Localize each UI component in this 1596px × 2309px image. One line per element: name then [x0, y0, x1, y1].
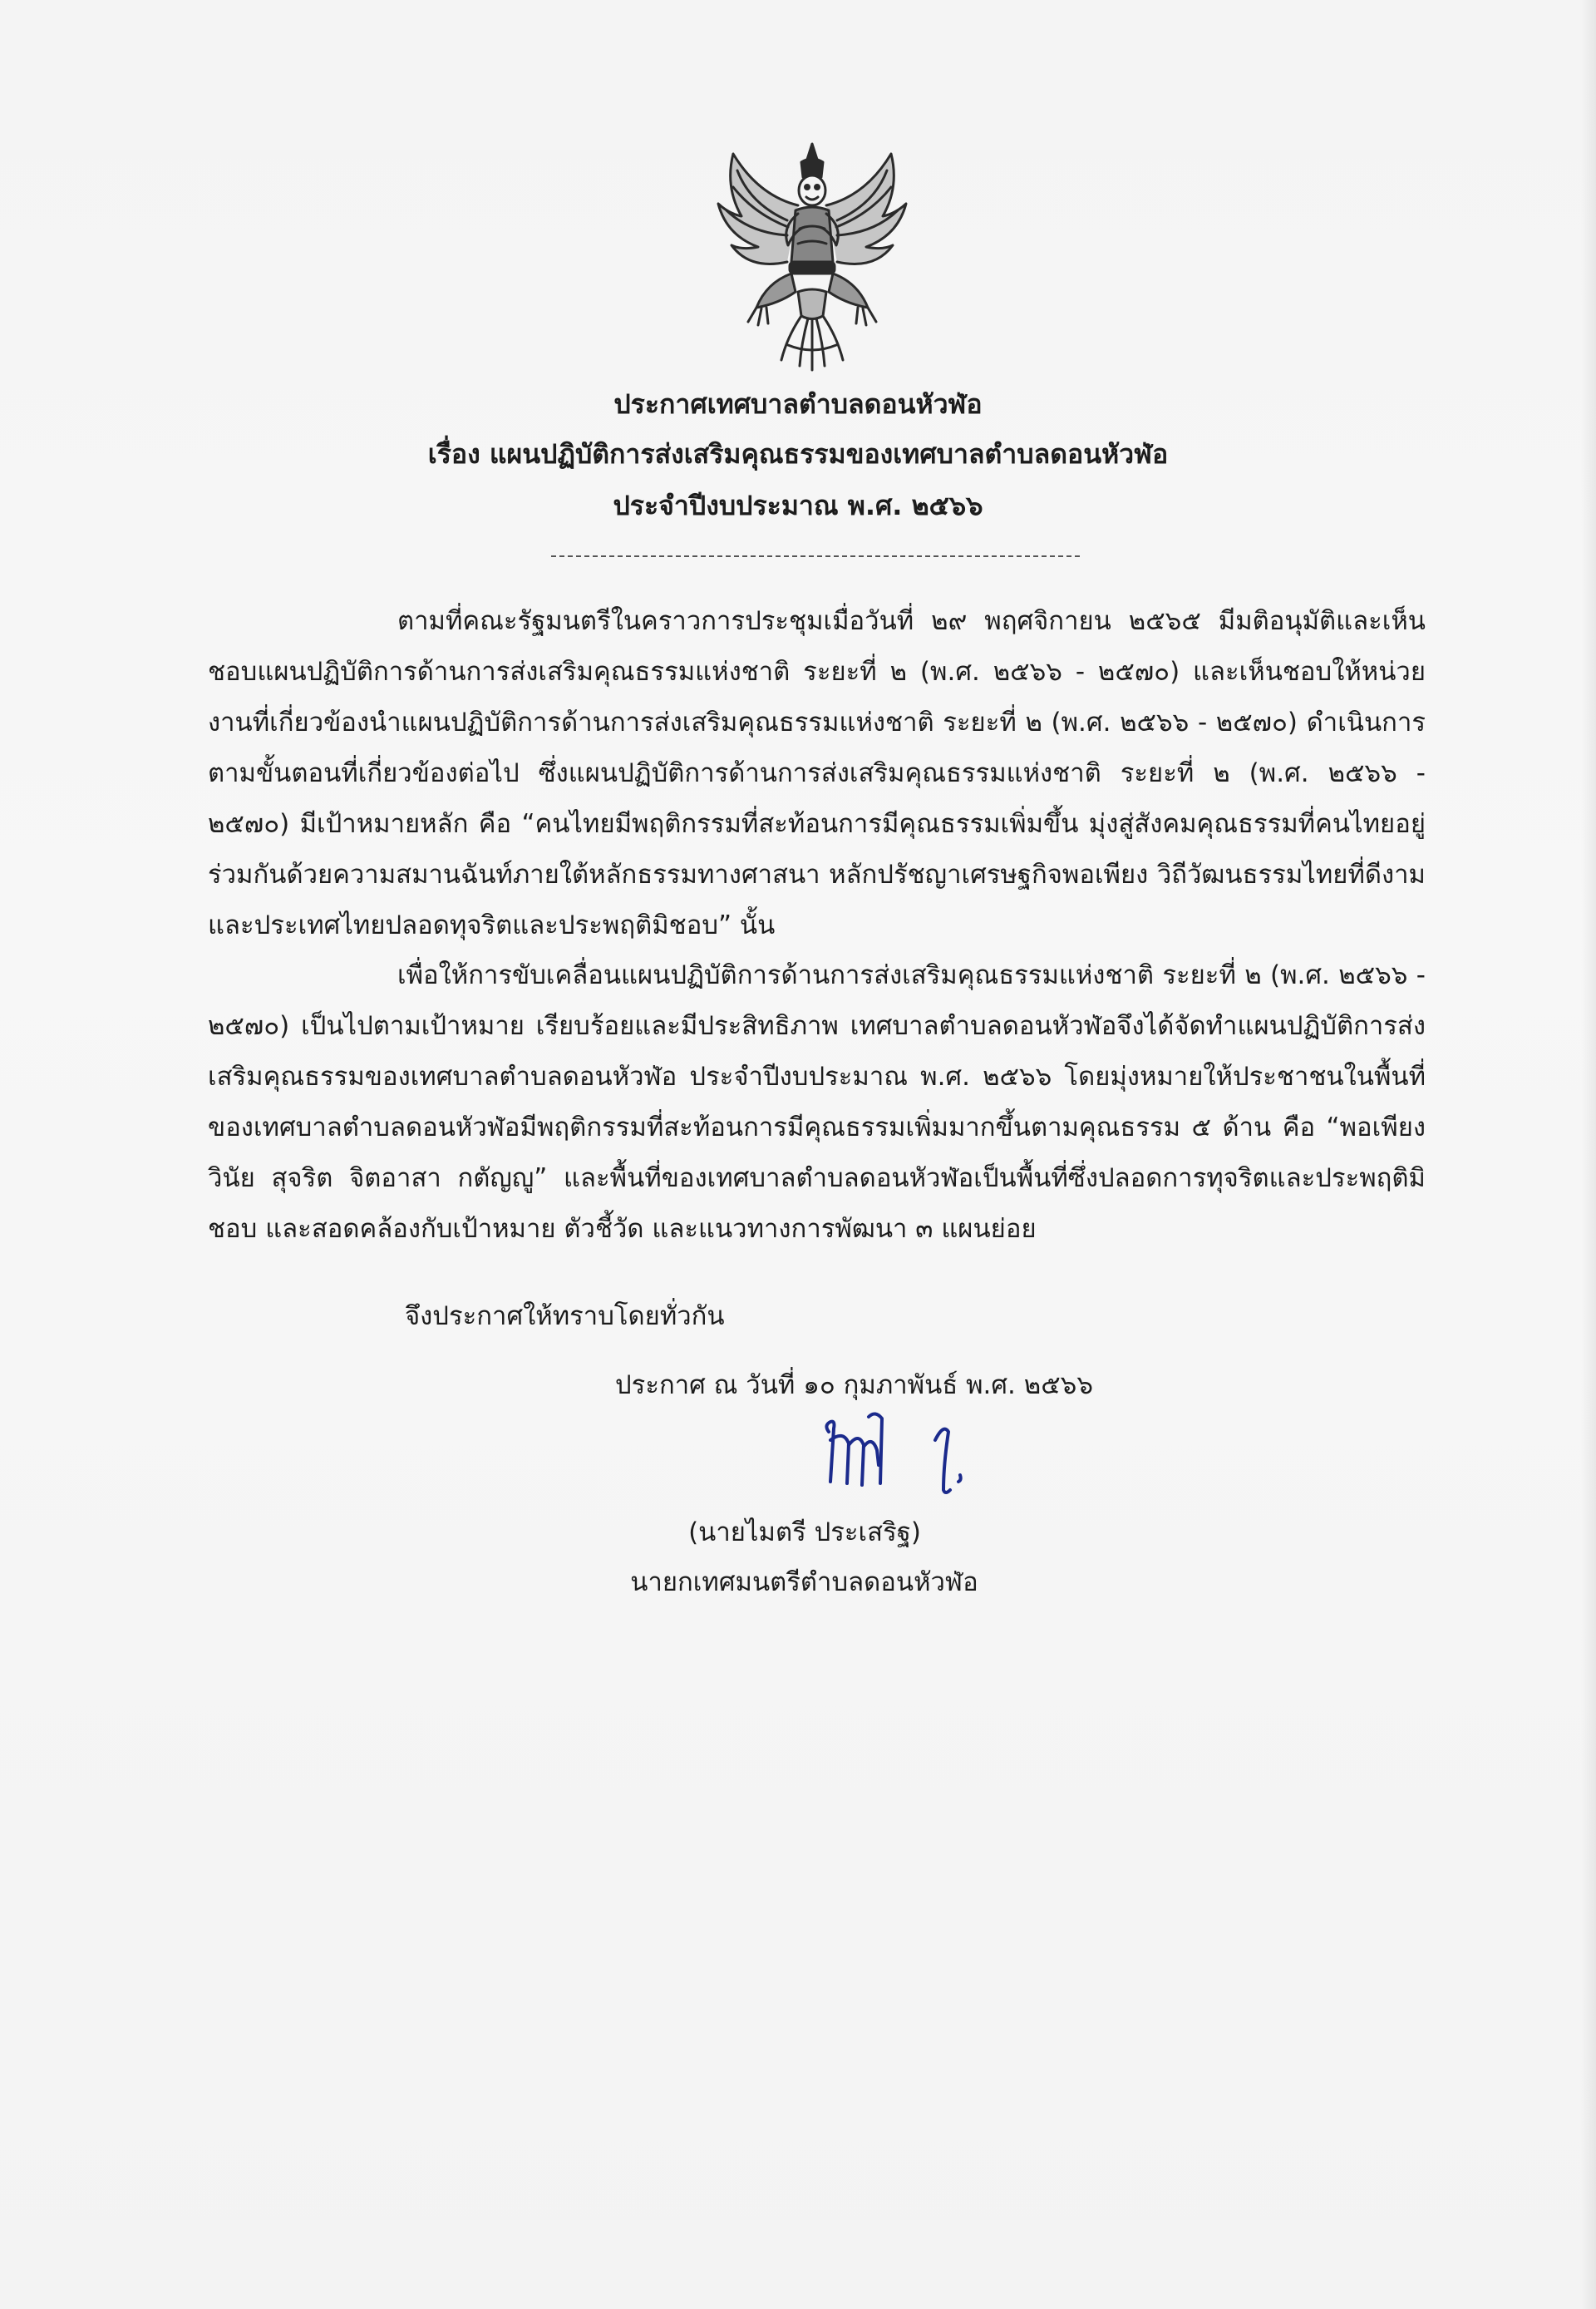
announcement-closing: จึงประกาศให้ทราบโดยทั่วกัน	[405, 1301, 725, 1331]
signer-title: นายกเทศมนตรีตำบลดอนหัวฬ่อ	[630, 1567, 978, 1597]
announcement-title: ประกาศเทศบาลตำบลดอนหัวฬ่อ	[613, 388, 983, 420]
announcement-subject: เรื่อง แผนปฏิบัติการส่งเสริมคุณธรรมของเทศบาลตำบลดอนหัวฬ่อ	[427, 438, 1169, 470]
announcement-dateline: ประกาศ ณ วันที่ ๑๐ กุมภาพันธ์ พ.ศ. ๒๕๖๖	[615, 1370, 1094, 1400]
dashed-divider	[551, 555, 1080, 557]
signer-name: (นายไมตรี ประเสริฐ)	[688, 1517, 921, 1547]
handwritten-signature	[819, 1407, 993, 1498]
page-edge-shadow	[1581, 0, 1596, 2309]
body-paragraph-1: ตามที่คณะรัฐมนตรีในคราวการประชุมเมื่อวันที่ ๒๙ พฤศจิกายน ๒๕๖๕ มีมติอนุมัติและเห็นชอบแผนปฏิบัติการด้านการส่งเสริมคุณธรรมแห่งชาติ ระยะที่ ๒ (พ.ศ. ๒๕๖๖ - ๒๕๗๐) และเห็นชอบให้หน่วยงานที่เกี่ยวข้องนำแผนปฏิบัติการด้านการส่งเสริมคุณธรรมแห่งชาติ ระยะที่ ๒ (พ.ศ. ๒๕๖๖ - ๒๕๗๐) ดำเนินการตามขั้นตอนที่เกี่ยวข้องต่อไป ซึ่งแผนปฏิบัติการด้านการส่งเสริมคุณธรรมแห่งชาติ ระยะที่ ๒ (พ.ศ. ๒๕๖๖ - ๒๕๗๐) มีเป้าหมายหลัก คือ “คนไทยมีพฤติกรรมที่สะท้อนการมีคุณธรรมเพิ่มขึ้น มุ่งสู่สังคมคุณธรรมที่คนไทยอยู่ร่วมกันด้วยความสมานฉันท์ภายใต้หลักธรรมทางศาสนา หลักปรัชญาเศรษฐกิจพอเพียง วิถีวัฒนธรรมไทยที่ดีงาม และประเทศไทยปลอดทุจริตและประพฤติมิชอบ” นั้น	[208, 606, 1426, 940]
garuda-emblem-icon	[708, 137, 916, 378]
body-paragraph-2: เพื่อให้การขับเคลื่อนแผนปฏิบัติการด้านการส่งเสริมคุณธรรมแห่งชาติ ระยะที่ ๒ (พ.ศ. ๒๕๖๖ - ๒๕๗๐) เป็นไปตามเป้าหมาย เรียบร้อยและมีประสิทธิภาพ เทศบาลตำบลดอนหัวฬ่อจึงได้จัดทำแผนปฏิบัติการส่งเสริมคุณธรรมของเทศบาลตำบลดอนหัวฬ่อ ประจำปีงบประมาณ พ.ศ. ๒๕๖๖ โดยมุ่งหมายให้ประชาชนในพื้นที่ของเทศบาลตำบลดอนหัวฬ่อมีพฤติกรรมที่สะท้อนการมีคุณธรรมเพิ่มมากขึ้นตามคุณธรรม ๕ ด้าน คือ “พอเพียง วินัย สุจริต จิตอาสา กตัญญู” และพื้นที่ของเทศบาลตำบลดอนหัวฬ่อเป็นพื้นที่ซึ่งปลอดการทุจริตและประพฤติมิชอบ และสอดคล้องกับเป้าหมาย ตัวชี้วัด และแนวทางการพัฒนา ๓ แผนย่อย	[208, 960, 1426, 1244]
fiscal-year-line: ประจำปีงบประมาณ พ.ศ. ๒๕๖๖	[613, 490, 983, 521]
